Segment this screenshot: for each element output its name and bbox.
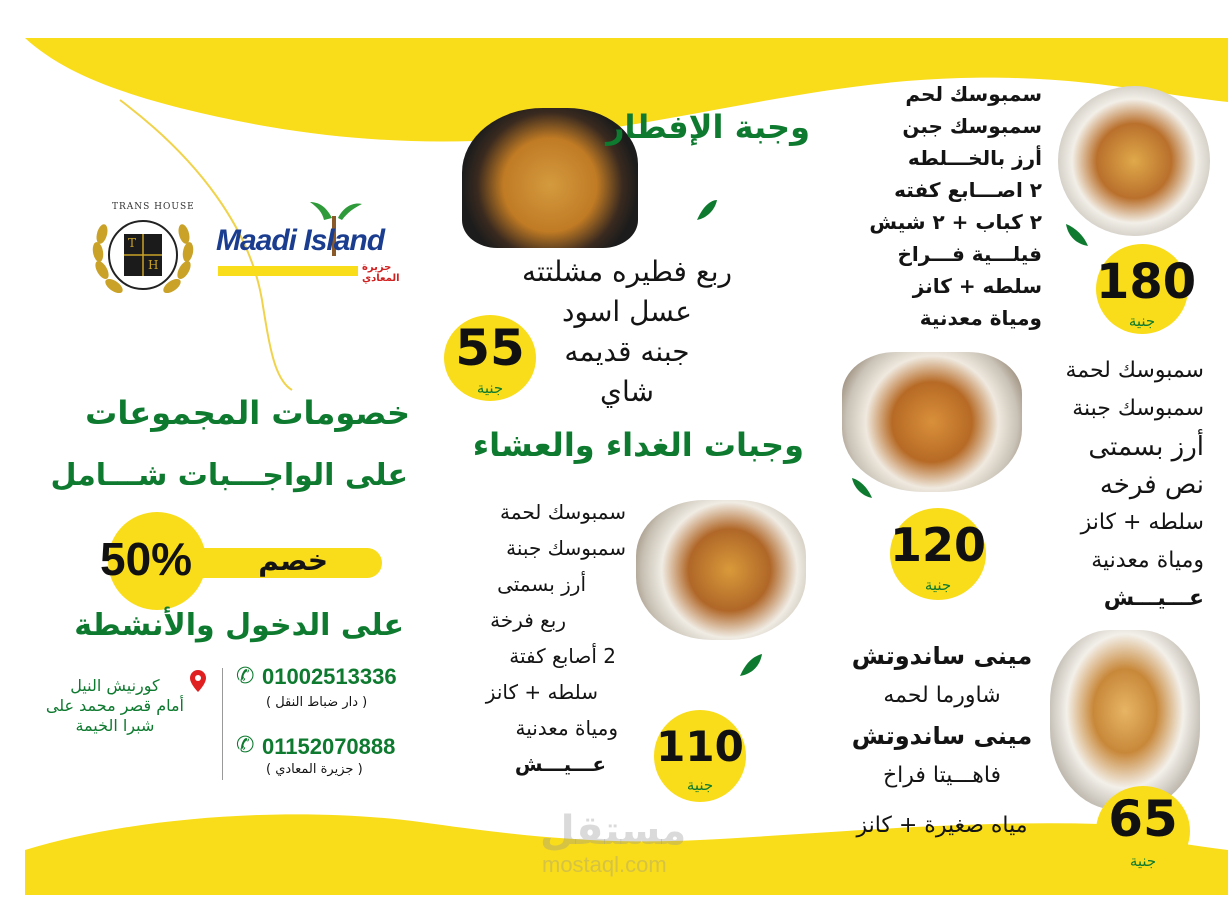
meal-item: سلطه + كانز	[912, 274, 1042, 298]
meal-item: عـــيـــش	[1103, 586, 1204, 611]
watermark-latin: mostaql.com	[542, 852, 667, 877]
meal-120-items	[1065, 352, 1204, 618]
meal-item: مياه صغيرة + كانز	[856, 813, 1028, 838]
trans-house-text: TRANS HOUSE	[112, 202, 195, 212]
trans-house-monogram-t: T	[128, 236, 137, 250]
breakfast-item: عسل اسود	[562, 295, 692, 328]
meal-110-items	[486, 494, 626, 782]
meal-item: سمبوسك جبنة	[506, 536, 626, 560]
meal-item: سمبوسك لحم	[905, 82, 1042, 106]
leaf-icon	[1062, 220, 1092, 250]
phone-number-1[interactable]: 01002513336	[262, 664, 397, 689]
meal-65-items	[842, 636, 1042, 846]
breakfast-item: ربع فطيره مشلتته	[521, 255, 733, 288]
price-value: 180	[1096, 254, 1197, 310]
meal-item: مينى ساندوتش	[851, 722, 1033, 750]
meal-180-items	[869, 78, 1042, 334]
meal-item: 2 أصابع كفتة	[509, 644, 616, 668]
meal-item: أرز بسمتى	[1088, 432, 1204, 462]
meal-item: شاورما لحمه	[883, 683, 1001, 708]
watermark-arabic: مستقل	[540, 808, 687, 854]
breakfast-item: شاي	[600, 375, 654, 408]
lunch-dinner-title: وجبات الغداء والعشاء	[472, 426, 804, 464]
meal-item: ومياة معدنية	[1091, 548, 1204, 573]
price-unit: جنية	[476, 379, 504, 397]
meal-item: سمبوسك لحمة	[1065, 358, 1204, 383]
trans-house-monogram-h: H	[148, 258, 159, 272]
meal-180-photo	[1058, 86, 1210, 236]
meal-item: ٢ اصـــابع كفته	[894, 178, 1042, 202]
meal-item: فيلـــية فـــراخ	[897, 242, 1042, 266]
price-value: 55	[455, 319, 525, 377]
price-badge-65	[1096, 786, 1190, 876]
phone-icon: ✆	[236, 664, 255, 689]
address-line: أمام قصر محمد على	[45, 696, 184, 715]
meal-item: أرز بالخـــلطه	[907, 146, 1042, 170]
address-block	[46, 676, 184, 736]
meal-item: ومياة معدنية	[919, 306, 1042, 330]
leaf-icon	[693, 196, 721, 224]
price-value: 120	[890, 518, 987, 572]
maadi-island-arabic: جزيرة المعادي	[362, 262, 400, 284]
leaf-icon	[848, 474, 876, 502]
breakfast-title: وجبة الإفطار	[606, 108, 810, 146]
meal-item: ومياة معدنية	[515, 716, 618, 740]
promo-line-1: خصومات المجموعات	[85, 394, 410, 432]
meal-item: أرز بسمتى	[497, 572, 586, 596]
meal-item: سلطه + كانز	[485, 680, 598, 704]
breakfast-items	[512, 252, 742, 412]
phone-note-1: ( دار ضباط النقل )	[266, 695, 368, 710]
promo-line-3: على الدخول والأنشطة	[74, 608, 404, 643]
meal-item: مينى ساندوتش	[851, 642, 1033, 670]
price-value: 110	[656, 722, 744, 771]
promo-line-2: على الواجـــبات شـــامل	[50, 458, 408, 493]
price-badge-120	[890, 508, 986, 600]
maadi-island-name: Maadi Island	[216, 224, 385, 257]
maadi-island-logo	[214, 196, 414, 288]
meal-item: سمبوسك لحمة	[500, 500, 626, 524]
meal-120-photo	[842, 352, 1022, 492]
leaf-icon	[736, 650, 766, 680]
phone-icon: ✆	[236, 733, 255, 758]
meal-item: نص فرخه	[1099, 470, 1204, 500]
trans-house-logo	[88, 200, 198, 315]
price-unit: جنية	[1128, 312, 1156, 330]
phone-note-2: ( جزيرة المعادي )	[266, 762, 363, 777]
address-line: كورنيش النيل	[70, 676, 160, 695]
location-pin-icon	[190, 670, 206, 692]
address-line: شبرا الخيمة	[75, 716, 155, 735]
price-unit: جنية	[686, 776, 714, 794]
price-value: 65	[1108, 790, 1178, 848]
discount-label: خصم	[258, 544, 328, 577]
meal-item: فاهـــيتا فراخ	[882, 763, 1002, 788]
meal-item: ٢ كباب + ٢ شيش	[869, 210, 1042, 234]
price-badge-55	[444, 315, 536, 401]
price-unit: جنية	[924, 576, 952, 594]
phone-number-2[interactable]: 01152070888	[262, 734, 396, 759]
contact-divider	[222, 668, 223, 780]
meal-item: سمبوسك جبن	[902, 114, 1042, 138]
price-badge-110	[654, 710, 746, 802]
discount-value: 50%	[100, 533, 193, 585]
meal-item: عـــيـــش	[514, 752, 606, 776]
meal-65-photo	[1050, 630, 1200, 810]
breakfast-item: جبنه قديمه	[564, 335, 690, 368]
price-unit: جنية	[1129, 852, 1157, 870]
meal-item: سلطه + كانز	[1080, 510, 1204, 535]
meal-item: سمبوسك جبنة	[1072, 396, 1204, 421]
price-badge-180	[1096, 244, 1197, 334]
meal-110-photo	[636, 500, 806, 640]
meal-item: ربع فرخة	[490, 608, 566, 632]
